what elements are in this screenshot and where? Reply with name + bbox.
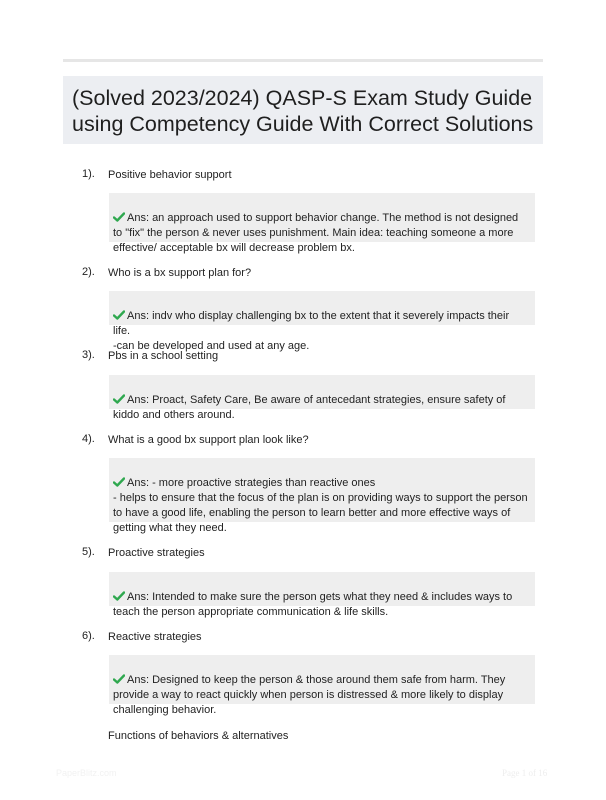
title-banner (63, 76, 543, 144)
footer-site-watermark: PaperBlitz.com (56, 768, 117, 778)
answer-text: Ans: - more proactive strategies than reactive ones - helps to ensure that the focus of the plan is on providing ways to support the person to have a good life, enabling the person to learn better and more effective ways of getting what they need. (113, 477, 528, 534)
question-number: 3). (82, 349, 95, 361)
question-number: 1). (82, 168, 95, 180)
question-number: 2). (82, 266, 95, 278)
page-title: (Solved 2023/2024) QASP-S Exam Study Guide using Competency Guide With Correct Solutions (72, 86, 534, 136)
answer-box (109, 291, 535, 352)
answer-text: Ans: Designed to keep the person & those around them safe from harm. They provide a way to react quickly when person is distressed & more likely to display challenging behavior. (113, 674, 506, 716)
checkmark-icon (113, 212, 125, 222)
answer-box (109, 375, 535, 421)
question-text: Pbs in a school setting (108, 350, 219, 362)
question-text: Positive behavior support (108, 169, 232, 181)
checkmark-icon (113, 310, 125, 320)
answer-text: Ans: an approach used to support behavior change. The method is not designed to "fix" the person & never uses punishment. Main idea: teaching someone a more effective/ acceptable bx will decrease problem bx. (113, 212, 519, 254)
question-text: What is a good bx support plan look like? (108, 434, 309, 446)
question-number: 6). (82, 630, 95, 642)
answer-box (109, 193, 535, 254)
question-number: 5). (82, 546, 95, 558)
checkmark-icon (113, 591, 125, 601)
top-divider (63, 59, 543, 62)
question-text: Who is a bx support plan for? (108, 267, 252, 279)
question-text: Reactive strategies (108, 631, 202, 643)
answer-box (109, 458, 535, 534)
question-number: 4). (82, 433, 95, 445)
answer-text: Ans: Intended to make sure the person gets what they need & includes ways to teach the person appropriate communication & life skills. (113, 591, 513, 618)
footer-page-number: Page 1 of 16 (502, 768, 548, 778)
checkmark-icon (113, 394, 125, 404)
checkmark-icon (113, 477, 125, 487)
checkmark-icon (113, 674, 125, 684)
answer-box (109, 572, 535, 618)
answer-text: Ans: indv who display challenging bx to the extent that it severely impacts their life. -can be developed and used at any age. (113, 310, 510, 352)
answer-box (109, 655, 535, 716)
question-text: Proactive strategies (108, 547, 205, 559)
answer-text: Ans: Proact, Safety Care, Be aware of antecedant strategies, ensure safety of kiddo and others around. (113, 394, 506, 421)
section-heading: Functions of behaviors & alternatives (108, 730, 289, 742)
